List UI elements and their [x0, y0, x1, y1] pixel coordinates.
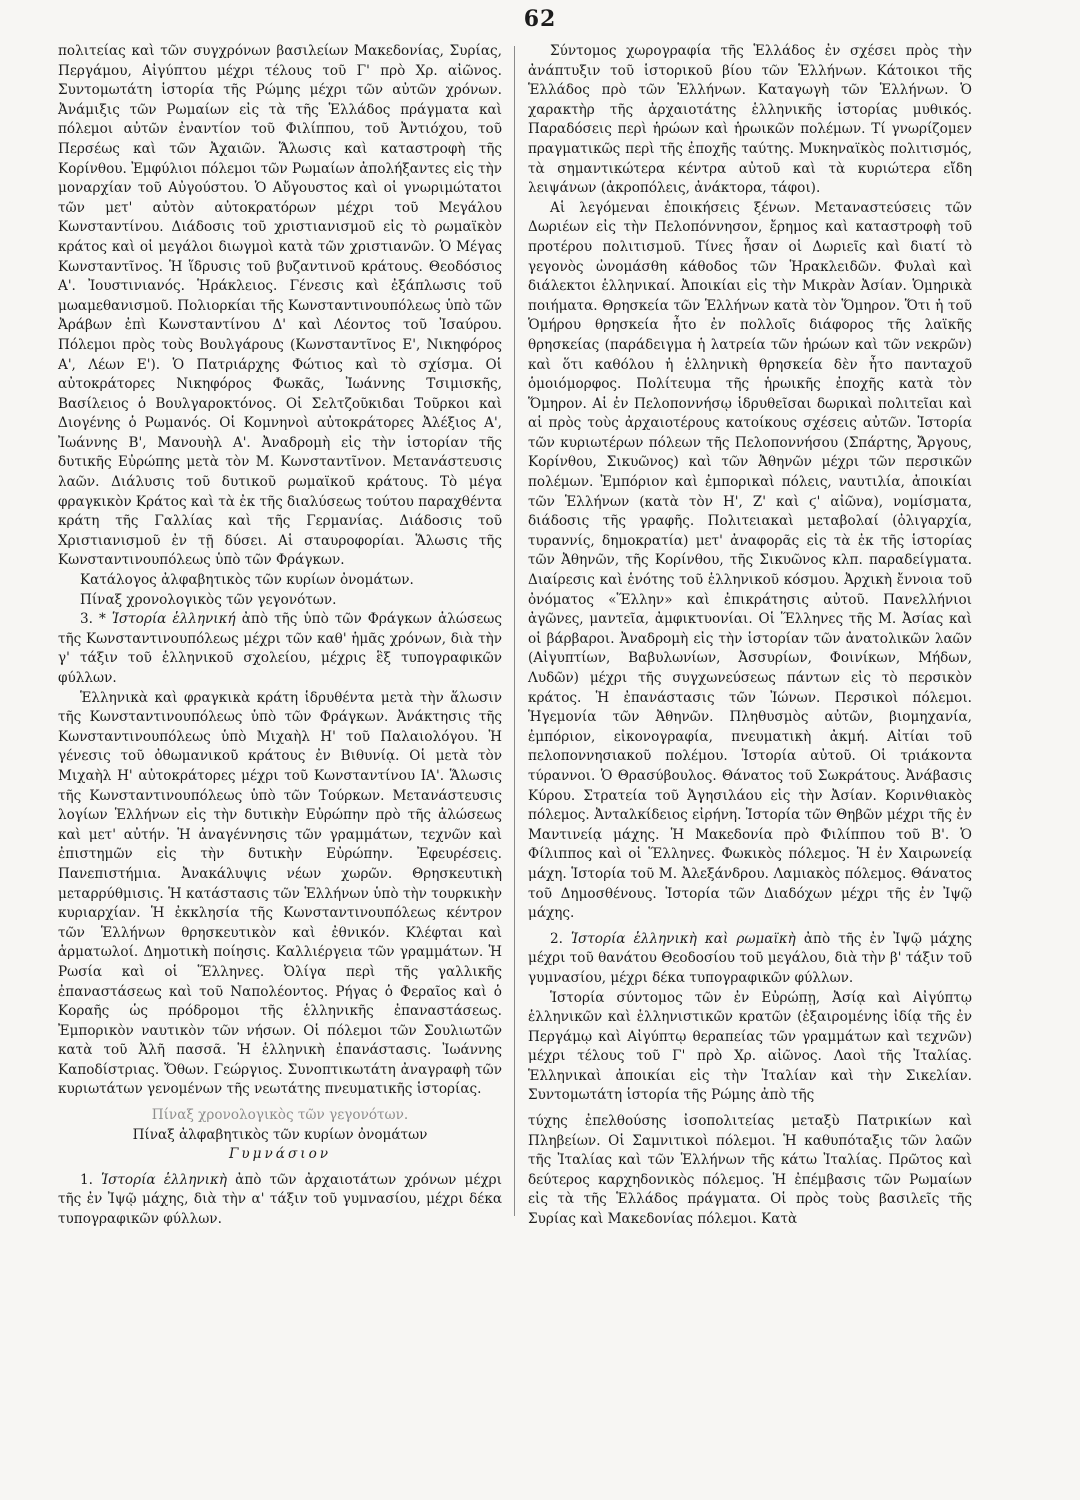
left-column: [58, 42, 502, 1230]
section-title: Ἱστορία ἑλληνικὴ: [101, 1171, 228, 1188]
right-paragraph-5: τύχης ἐπελθούσης ἰσοπολιτείας μεταξὺ Πατρικίων καὶ Πληβείων. Οἱ Σαμνιτικοὶ πόλεμοι. Ἡ καθυπόταξις τῶν λαῶν τῆς Ἰταλίας καὶ τῶν Ἑλλήνων τῆς κάτω Ἰταλίας. Πρῶτος καὶ δεύτερος καρχηδονικὸς πόλεμος. Ἡ ἐπέμβασις τῶν Ρωμαίων εἰς τὰ τῆς Ἑλλάδος πράγματα. Οἱ πρὸς τοὺς βασιλεῖς τῆς Συρίας καὶ Μακεδονίας πόλεμοι. Κατὰ: [528, 1113, 972, 1228]
column-divider: [514, 46, 515, 1216]
right-paragraph-4: Ἱστορία σύντομος τῶν ἐν Εὐρώπῃ, Ἀσίᾳ καὶ Αἰγύπτῳ ἑλληνικῶν καὶ ἑλληνιστικῶν κρατῶν (ἐξαιρομένης ἰδίᾳ τῆς ἐν Περγάμῳ καὶ Αἰγύπτῳ θεραπείας τῶν γραμμάτων καὶ τεχνῶν) μέχρι τέλους τοῦ Γ' πρὸ Χρ. αἰῶνος. Λαοὶ τῆς Ἰταλίας. Ἑλληνικαὶ ἀποικίαι εἰς τὴν Ἰταλίαν καὶ τὴν Σικελίαν. Συντομωτάτη ἱστορία τῆς Ρώμης ἀπὸ τῆς: [528, 989, 972, 1104]
left-paragraph-2: Κατάλογος ἀλφαβητικὸς τῶν κυρίων ὀνομάτων.: [80, 572, 414, 589]
left-paragraph-4: [58, 610, 502, 688]
section-description: ἀπὸ τῆς ὑπὸ τῶν Φράγκων ἁλώσεως τῆς Κωνσταντινουπόλεως μέχρι τῶν καθ' ἡμᾶς χρόνων, διὰ τὴν γ' τάξιν τοῦ ἑλληνικοῦ σχολείου, μέχρις ἓξ τυπογραφικῶν φύλλων.: [58, 611, 502, 686]
section-title: Ἱστορία ἑλληνικὴ καὶ ρωμαϊκὴ: [571, 930, 796, 947]
section-number: 3. *: [80, 611, 106, 628]
left-paragraph-3: Πίναξ χρονολογικὸς τῶν γεγονότων.: [80, 591, 337, 608]
section-number: 1.: [80, 1171, 93, 1188]
gymnasium-heading: Γυμνάσιον: [228, 1146, 332, 1163]
section-title: Ἱστορία ἑλληνική: [111, 611, 236, 628]
left-paragraph-1: πολιτείας καὶ τῶν συγχρόνων βασιλείων Μακεδονίας, Συρίας, Περγάμου, Αἰγύπτου μέχρι τέλους τοῦ Γ' πρὸ Χρ. αἰῶνος. Συντομωτάτη ἱστορία τῆς Ρώμης μέχρι τῶν αὐτῶν χρόνων. Ἀνάμιξις τῶν Ρωμαίων εἰς τὰ τῆς Ἑλλάδος πράγματα καὶ πόλεμοι αὐτῶν ἐναντίον τοῦ Φιλίππου, τοῦ Ἀντιόχου, τοῦ Περσέως καὶ τῶν Ἀχαιῶν. Ἅλωσις καὶ καταστροφὴ τῆς Κορίνθου. Ἐμφύλιοι πόλεμοι τῶν Ρωμαίων ἀπολήξαντες εἰς τὴν μοναρχίαν τοῦ Αὐγούστου. Ὁ Αὔγουστος καὶ οἱ γνωριμώτατοι τῶν μετ' αὐτὸν αὐτοκρατόρων μέχρι τοῦ Μεγάλου Κωνσταντίνου. Διάδοσις τοῦ χριστιανισμοῦ εἰς τὸ ρωμαϊκὸν κράτος καὶ οἱ μεγάλοι διωγμοὶ κατὰ τῶν χριστιανῶν. Ὁ Μέγας Κωνσταντῖνος. Ἡ ἵδρυσις τοῦ βυζαντινοῦ κράτους. Θεοδόσιος Α'. Ἰουστινιανός. Ἡράκλειος. Γένεσις καὶ ἐξάπλωσις τοῦ μωαμεθανισμοῦ. Πολιορκίαι τῆς Κωνσταντινουπόλεως ὑπὸ τῶν Ἀράβων ἐπὶ Κωνσταντίνου Δ' καὶ Λέοντος τοῦ Ἰσαύρου. Πόλεμοι πρὸς τοὺς Βουλγάρους (Κωνσταντῖνος Ε', Νικηφόρος Α', Λέων Ε'). Ὁ Πατριάρχης Φώτιος καὶ τὸ σχίσμα. Οἱ αὐτοκράτορες Νικηφόρος Φωκᾶς, Ἰωάννης Τσιμισκῆς, Βασίλειος ὁ Βουλγαροκτόνος. Οἱ Σελτζοῦκιδαι Τοῦρκοι καὶ Διογένης ὁ Ρωμανός. Οἱ Κομνηνοὶ αὐτοκράτορες Ἀλέξιος Α', Ἰωάννης Β', Μανουὴλ Α'. Ἀναδρομὴ εἰς τὴν ἱστορίαν τῆς δυτικῆς Εὐρώπης μετὰ τὸν Μ. Κωνσταντῖνον. Μετανάστευσις λαῶν. Διάλυσις τοῦ δυτικοῦ ρωμαϊκοῦ κράτους. Τὸ μέγα φραγκικὸν Κράτος καὶ τὰ ἐκ τῆς διαλύσεως τούτου παραχθέντα κράτη τῆς Γαλλίας καὶ τῆς Γερμανίας. Διάδοσις τοῦ Χριστιανισμοῦ ἐν τῇ δύσει. Αἱ σταυροφορίαι. Ἅλωσις τῆς Κωνσταντινουπόλεως ὑπὸ τῶν Φράγκων.: [58, 43, 502, 569]
section-description: ἀπὸ τῶν ἀρχαιοτάτων χρόνων μέχρι τῆς ἐν Ἰψῷ μάχης, διὰ τὴν α' τάξιν τοῦ γυμνασίου, μέχρι δέκα τυπογραφικῶν φύλλων.: [58, 1171, 502, 1228]
right-paragraph-2: Αἱ λεγόμεναι ἐποικήσεις ξένων. Μεταναστεύσεις τῶν Δωριέων εἰς τὴν Πελοπόννησον, ἔρημος καὶ καταστροφὴ τοῦ προτέρου πολιτισμοῦ. Τίνες ἦσαν οἱ Δωριεῖς καὶ διατί τὸ γεγονὸς ὠνομάσθη κάθοδος τῶν Ἡρακλειδῶν. Φυλαὶ καὶ διάλεκτοι ἑλληνικαί. Ἀποικίαι εἰς τὴν Μικρὰν Ἀσίαν. Ὁμηρικὰ ποιήματα. Θρησκεία τῶν Ἑλλήνων κατὰ τὸν Ὅμηρον. Ὅτι ἡ τοῦ Ὁμήρου θρησκεία ἦτο ἐν πολλοῖς διάφορος τῆς λαϊκῆς θρησκείας (παράδειγμα ἡ λατρεία τῶν ἡρώων καὶ τῶν νεκρῶν) καὶ ὅτι καθόλου ἡ ἑλληνικὴ θρησκεία δὲν ἦτο πανταχοῦ ὁμοιόμορφος. Πολίτευμα τῆς ἡρωικῆς ἐποχῆς κατὰ τὸν Ὅμηρον. Αἱ ἐν Πελοποννήσῳ ἱδρυθεῖσαι δωρικαὶ πολιτεῖαι καὶ αἱ πρὸς τοὺς ἀρχαιοτέρους κατοίκους σχέσεις αὐτῶν. Ἱστορία τῶν κυριωτέρων πόλεων τῆς Πελοποννήσου (Σπάρτης, Ἄργους, Κορίνθου, Σικυῶνος) καὶ τῶν Ἀθηνῶν μέχρι τῶν περσικῶν πολέμων. Ἐμπόριον καὶ ἐμπορικαὶ πόλεις, ναυτιλία, ἀποικίαι τῶν Ἑλλήνων (κατὰ τὸν Η', Ζ' καὶ ϛ' αἰῶνα), νομίσματα, διάδοσις τῆς γραφῆς. Πολιτειακαὶ μεταβολαί (ὀλιγαρχία, τυραννίς, δημοκρατία) μετ' ἀναφορᾶς εἰς τὰ ἐκ τῆς ἱστορίας τῶν Ἀθηνῶν, τῆς Κορίνθου, τῆς Σικυῶνος κλπ. παραδείγματα. Διαίρεσις καὶ ἑνότης τοῦ ἑλληνικοῦ κόσμου. Ἀρχικὴ ἔννοια τοῦ ὀνόματος «Ἕλλην» καὶ ἐπικράτησις αὐτοῦ. Πανελλήνιοι ἀγῶνες, μαντεῖα, ἀμφικτυονίαι. Οἱ Ἕλληνες τῆς Μ. Ἀσίας καὶ οἱ βάρβαροι. Ἀναδρομὴ εἰς τὴν ἱστορίαν τῶν ἀνατολικῶν λαῶν (Αἰγυπτίων, Βαβυλωνίων, Ἀσσυρίων, Φοινίκων, Μήδων, Λυδῶν) μέχρι τῆς συγχωνεύσεως πάντων εἰς τὸ περσικὸν κράτος. Ἡ ἐπανάστασις τῶν Ἰώνων. Περσικοὶ πόλεμοι. Ἡγεμονία τῶν Ἀθηνῶν. Πληθυσμὸς αὐτῶν, βιομηχανία, ἐμπόριον, εἰκονογραφία, πνευματικὴ ἀκμή. Αἰτίαι τοῦ πελοποννησιακοῦ πολέμου. Ἱστορία αὐτοῦ. Οἱ τριάκοντα τύραννοι. Ὁ Θρασύβουλος. Θάνατος τοῦ Σωκράτους. Ἀνάβασις Κύρου. Στρατεία τοῦ Ἀγησιλάου εἰς τὴν Ἀσίαν. Κορινθιακὸς πόλεμος. Ἀνταλκίδειος εἰρήνη. Ἱστορία τῶν Θηβῶν μέχρι τῆς ἐν Μαντινείᾳ μάχης. Ἡ Μακεδονία πρὸ Φιλίππου τοῦ Β'. Ὁ Φίλιππος καὶ οἱ Ἕλληνες. Φωκικὸς πόλεμος. Ἡ ἐν Χαιρωνείᾳ μάχη. Ἱστορία τοῦ Μ. Ἀλεξάνδρου. Λαμιακὸς πόλεμος. Θάνατος τοῦ Δημοσθένους. Ἱστορία τῶν Διαδόχων μέχρι τῆς ἐν Ἰψῷ μάχης.: [528, 199, 972, 922]
left-paragraph-9: [58, 1171, 502, 1230]
section-description: ἀπὸ τῆς ἐν Ἰψῷ μάχης μέχρι τοῦ θανάτου Θεοδοσίου τοῦ μεγάλου, διὰ τὴν β' τάξιν τοῦ γυμνασίου, μέχρι δέκα τυπογραφικῶν φύλλων.: [528, 930, 972, 986]
left-paragraph-7: Πίναξ ἀλφαβητικὸς τῶν κυρίων ὀνομάτων: [132, 1126, 428, 1143]
right-paragraph-3: [528, 930, 972, 989]
right-paragraph-1: Σύντομος χωρογραφία τῆς Ἑλλάδος ἐν σχέσει πρὸς τὴν ἀνάπτυξιν τοῦ ἱστορικοῦ βίου τῶν Ἑλλήνων. Κάτοικοι τῆς Ἑλλάδος πρὸ τῶν Ἑλλήνων. Καταγωγὴ τῶν Ἑλλήνων. Ὁ χαρακτὴρ τῆς ἀρχαιοτάτης ἑλληνικῆς ἱστορίας μυθικός. Παραδόσεις περὶ ἡρώων καὶ ἡρωικῶν πολέμων. Τί γνωρίζομεν πραγματικῶς περὶ τῆς ἐποχῆς ταύτης. Μυκηναϊκὸς πολιτισμός, τὰ σημαντικώτερα κέντρα αὐτοῦ καὶ τὰ κυριώτερα εἴδη λειψάνων (ἀκροπόλεις, ἀνάκτορα, τάφοι).: [528, 43, 972, 197]
left-paragraph-5: Ἑλληνικὰ καὶ φραγκικὰ κράτη ἱδρυθέντα μετὰ τὴν ἅλωσιν τῆς Κωνσταντινουπόλεως ὑπὸ τῶν Φράγκων. Ἀνάκτησις τῆς Κωνσταντινουπόλεως ὑπὸ Μιχαὴλ Η' τοῦ Παλαιολόγου. Ἡ γένεσις τοῦ ὀθωμανικοῦ κράτους ἐν Βιθυνίᾳ. Οἱ μετὰ τὸν Μιχαὴλ Η' αὐτοκράτορες μέχρι τοῦ Κωνσταντίνου ΙΑ'. Ἅλωσις τῆς Κωνσταντινουπόλεως ὑπὸ τῶν Τούρκων. Μετανάστευσις λογίων Ἑλλήνων εἰς τὴν δυτικὴν Εὐρώπην πρὸ τῆς ἁλώσεως καὶ μετ' αὐτήν. Ἡ ἀναγέννησις τῶν γραμμάτων, τεχνῶν καὶ ἐπιστημῶν εἰς τὴν δυτικὴν Εὐρώπην. Ἐφευρέσεις. Πανεπιστήμια. Ἀνακάλυψις νέων χωρῶν. Θρησκευτικὴ μεταρρύθμισις. Ἡ κατάστασις τῶν Ἑλλήνων ὑπὸ τὴν τουρκικὴν κυριαρχίαν. Ἡ ἐκκλησία τῆς Κωνσταντινουπόλεως κέντρον τῶν Ἑλλήνων θρησκευτικὸν καὶ ἐθνικόν. Κλέφται καὶ ἁρματωλοί. Δημοτικὴ ποίησις. Καλλιέργεια τῶν γραμμάτων. Ἡ Ρωσία καὶ οἱ Ἕλληνες. Ὀλίγα περὶ τῆς γαλλικῆς ἐπαναστάσεως καὶ τοῦ Ναπολέοντος. Ρήγας ὁ Φεραῖος καὶ ὁ Κοραῆς ὡς πρόδρομοι τῆς ἑλληνικῆς ἐπαναστάσεως. Ἐμπορικὸν ναυτικὸν τῶν νήσων. Οἱ πόλεμοι τῶν Σουλιωτῶν κατὰ τοῦ Ἀλῆ πασσᾶ. Ἡ ἑλληνικὴ ἐπανάστασις. Ἰωάννης Καποδίστριας. Ὄθων. Γεώργιος. Συνοπτικωτάτη ἀναγραφὴ τῶν κυριωτάτων γενομένων τῆς νεωτάτης πνευματικῆς ἱστορίας.: [58, 689, 502, 1098]
section-number: 2.: [550, 930, 563, 947]
page-number: 62: [523, 6, 557, 32]
left-paragraph-6: Πίναξ χρονολογικὸς τῶν γεγονότων.: [151, 1107, 409, 1124]
right-column: [528, 42, 972, 1230]
